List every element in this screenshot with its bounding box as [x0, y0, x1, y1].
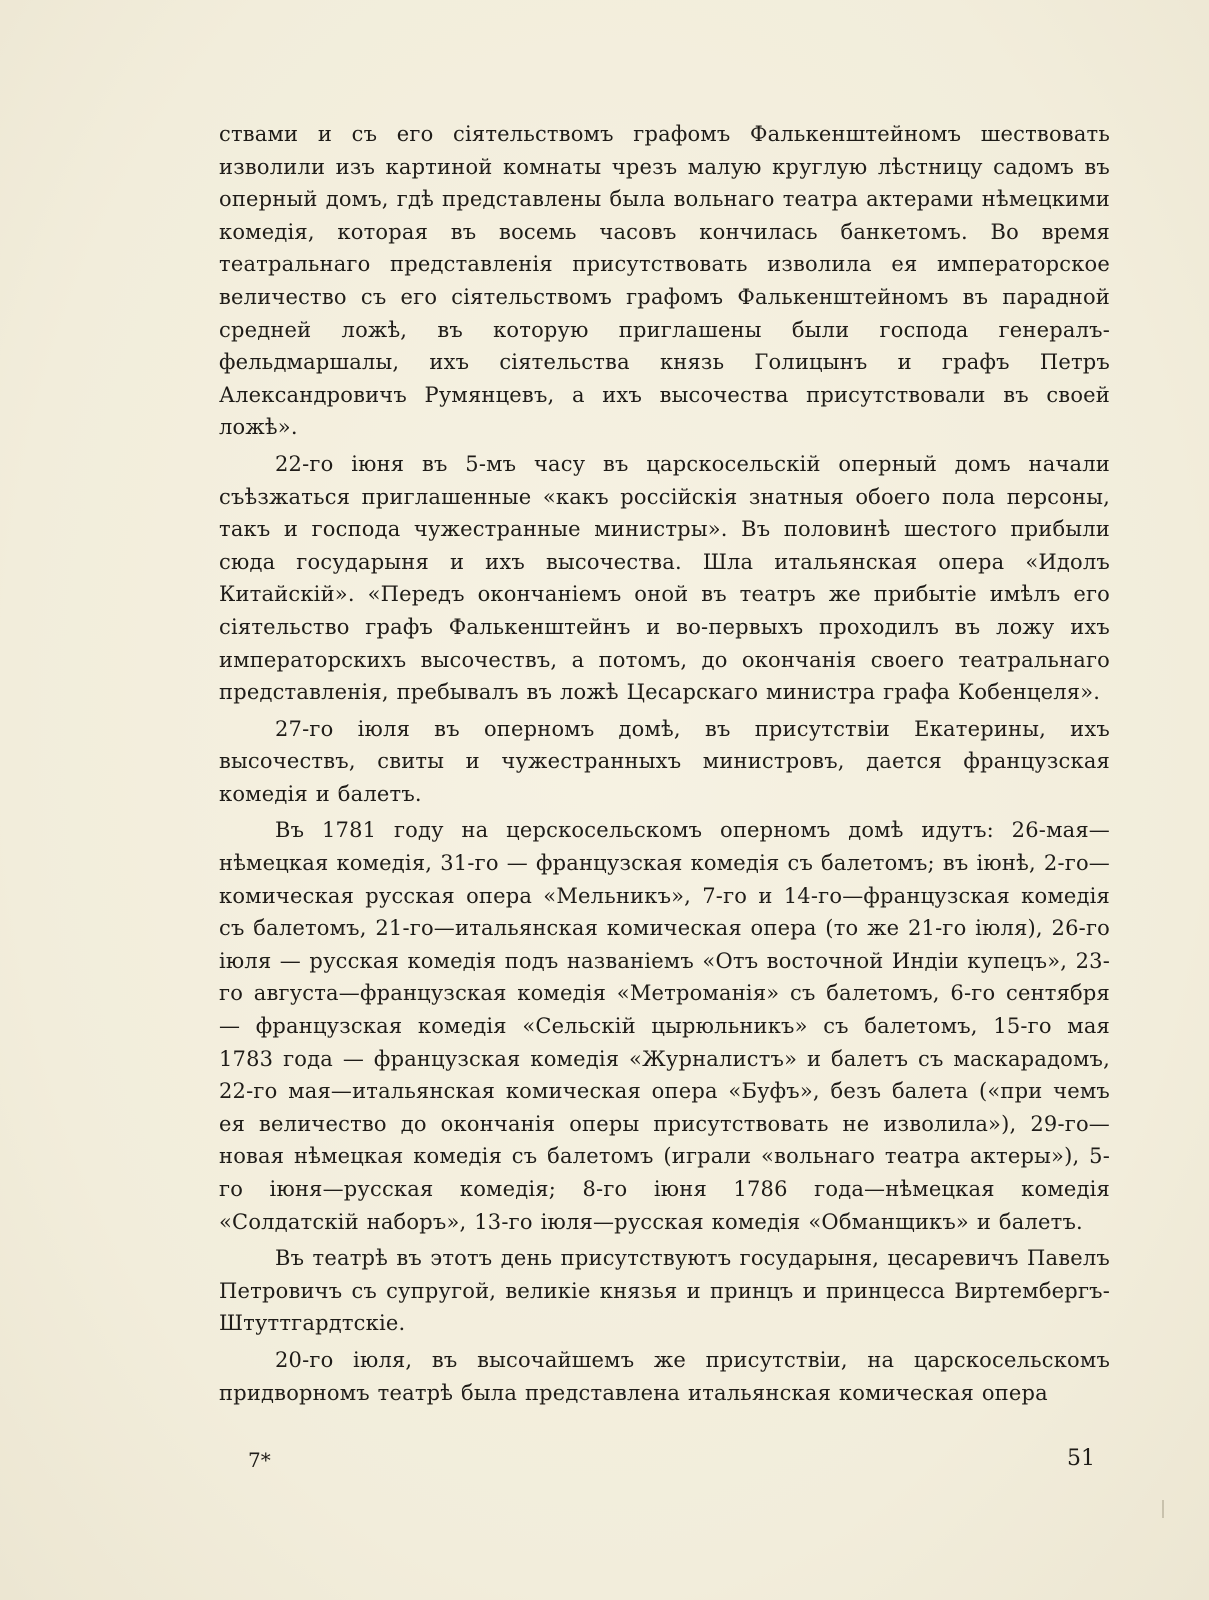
paragraph-1: ствами и съ его сіятельствомъ графомъ Фалькенштейномъ шествовать изволили изъ картиной комнаты чрезъ малую круглую лѣстницу садомъ въ оперный домъ, гдѣ представлены была вольнаго театра актерами нѣмецкими комедія, которая въ восемь часовъ кончилась банкетомъ. Во время театральнаго представленія присутствовать изволила ея императорское величество съ его сіятельствомъ графомъ Фалькенштейномъ въ парадной средней ложѣ, въ которую приглашены были господа генералъ-фельдмаршалы, ихъ сіятельства князь Голицынъ и графъ Петръ Александровичъ Румянцевъ, а ихъ высочества присутствовали въ своей ложѣ».	[219, 122, 1110, 440]
paragraph-3: 27-го іюля въ оперномъ домѣ, въ присутствіи Екатерины, ихъ высочествъ, свиты и чужестранныхъ министровъ, дается французская комедія и балетъ.	[219, 716, 1110, 806]
page-number: 51	[1067, 1446, 1095, 1471]
paragraph-2: 22-го іюня въ 5-мъ часу въ царскосельскій оперный домъ начали съѣзжаться приглашенные «какъ россійскія знатныя обоего пола персоны, такъ и господа чужестранные министры». Въ половинѣ шестого прибыли сюда государыня и ихъ высочества. Шла итальянская опера «Идолъ Китайскій». «Передъ окончаніемъ оной въ театръ же прибытіе имѣлъ его сіятельство графъ Фалькенштейнъ и во-первыхъ проходилъ въ ложу ихъ императорскихъ высочествъ, а потомъ, до окончанія своего театральнаго представленія, пребывалъ въ ложѣ Цесарскаго министра графа Кобенцеля».	[219, 451, 1110, 705]
paragraph-6: 20-го іюля, въ высочайшемъ же присутствіи, на царскосельскомъ придворномъ театрѣ была представлена итальянская комическая опера	[219, 1347, 1110, 1405]
body-text	[219, 118, 1110, 1413]
paragraph-4: Въ 1781 году на церскосельскомъ оперномъ домѣ идутъ: 26-мая— нѣмецкая комедія, 31-го — французская комедія съ балетомъ; въ іюнѣ, 2-го—комическая русская опера «Мельникъ», 7-го и 14-го—французская комедія съ балетомъ, 21-го—итальянская комическая опера (то же 21-го іюля), 26-го іюля — русская комедія подъ названіемъ «Отъ восточной Индіи купецъ», 23-го августа—французская комедія «Метроманія» съ балетомъ, 6-го сентября — французская комедія «Сельскій цырюльникъ» съ балетомъ, 15-го мая 1783 года — французская комедія «Журналистъ» и балетъ съ маскарадомъ, 22-го мая—итальянская комическая опера «Буфъ», безъ балета («при чемъ ея величество до окончанія оперы присутствовать не изволила»), 29-го—новая нѣмецкая комедія съ балетомъ (играли «вольнаго театра актеры»), 5-го іюня—русская комедія; 8-го іюня 1786 года—нѣмецкая комедія «Солдатскій наборъ», 13-го іюля—русская комедія «Обманщикъ» и балетъ.	[219, 818, 1110, 1234]
paragraph-5: Въ театрѣ въ этотъ день присутствуютъ государыня, цесаревичъ Павелъ Петровичъ съ супругой, великіе князья и принцъ и принцесса Виртембергъ-Штуттгардтскіе.	[219, 1246, 1110, 1336]
page-edge-mark	[1162, 1500, 1164, 1518]
signature-mark: 7*	[248, 1448, 271, 1472]
